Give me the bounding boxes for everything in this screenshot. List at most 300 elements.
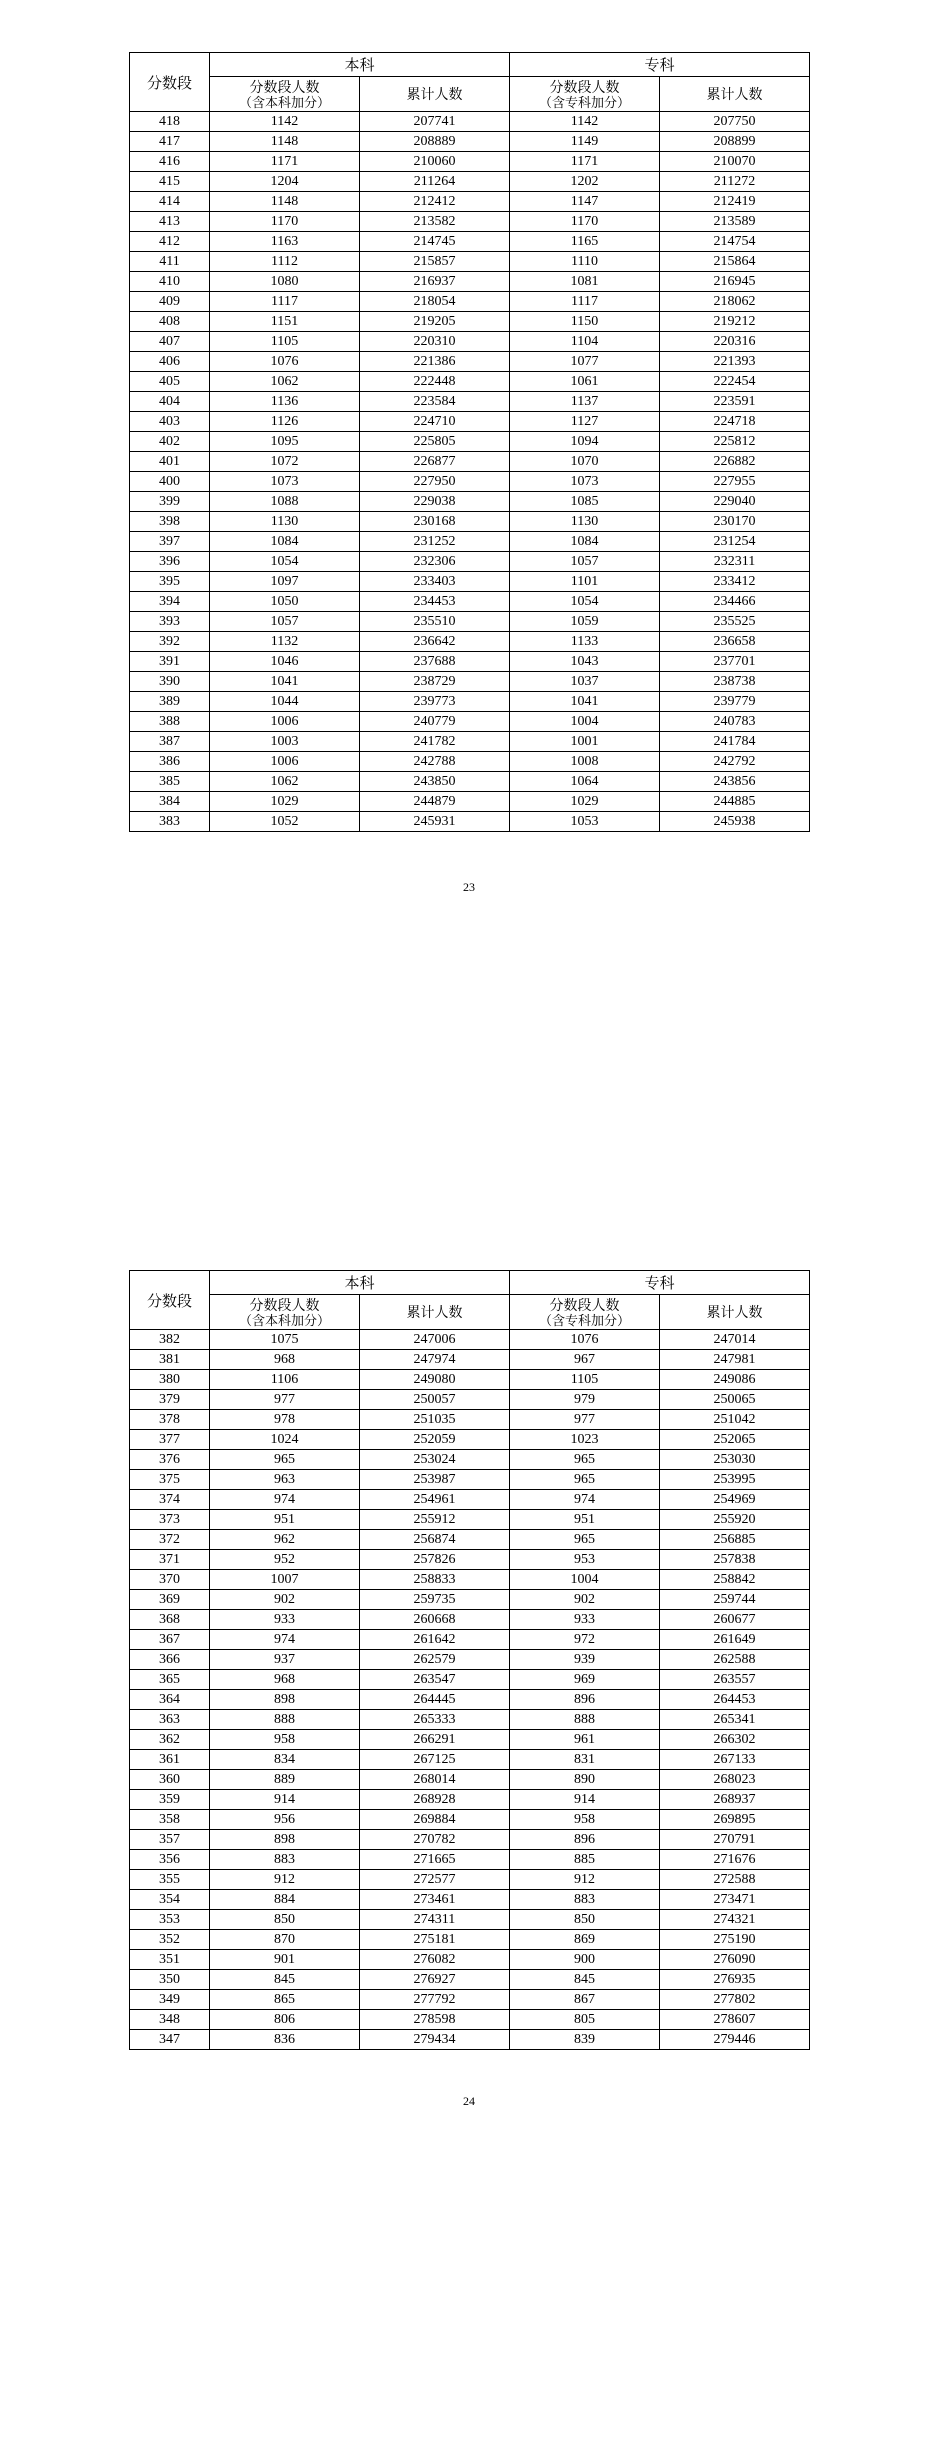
undergrad-cumulative-cell: 227950: [360, 472, 510, 492]
college-count-cell: 1064: [510, 772, 660, 792]
undergrad-cumulative-cell: 256874: [360, 1530, 510, 1550]
undergrad-cumulative-cell: 279434: [360, 2030, 510, 2050]
table-body-1: [130, 112, 810, 832]
undergrad-count-cell: 1097: [210, 572, 360, 592]
undergrad-count-cell: 834: [210, 1750, 360, 1770]
college-count-cell: 1008: [510, 752, 660, 772]
table-row: [130, 1550, 810, 1570]
college-cumulative-cell: 211272: [660, 172, 810, 192]
undergrad-count-cell: 1052: [210, 812, 360, 832]
score-table-wrapper-2: [129, 1220, 809, 2050]
college-count-cell: 883: [510, 1890, 660, 1910]
page-number-1: 23: [463, 880, 475, 894]
score-band-cell: 394: [130, 592, 210, 612]
college-count-cell: 845: [510, 1970, 660, 1990]
college-cumulative-cell: 263557: [660, 1670, 810, 1690]
score-band-cell: 374: [130, 1490, 210, 1510]
table-row: [130, 712, 810, 732]
score-band-cell: 395: [130, 572, 210, 592]
table-row: [130, 1850, 810, 1870]
undergrad-count-cell: 968: [210, 1350, 360, 1370]
header-undergrad-count: [210, 1295, 360, 1330]
undergrad-count-cell: 884: [210, 1890, 360, 1910]
table-row: [130, 372, 810, 392]
college-cumulative-cell: 220316: [660, 332, 810, 352]
undergrad-cumulative-cell: 207741: [360, 112, 510, 132]
undergrad-cumulative-cell: 245931: [360, 812, 510, 832]
college-count-cell: 972: [510, 1630, 660, 1650]
score-band-cell: 382: [130, 1330, 210, 1350]
college-count-cell: 939: [510, 1650, 660, 1670]
undergrad-cumulative-cell: 260668: [360, 1610, 510, 1630]
score-band-cell: 375: [130, 1470, 210, 1490]
undergrad-cumulative-cell: 247974: [360, 1350, 510, 1370]
college-count-cell: 831: [510, 1750, 660, 1770]
undergrad-count-cell: 1112: [210, 252, 360, 272]
undergrad-count-cell: 1062: [210, 372, 360, 392]
college-cumulative-cell: 221393: [660, 352, 810, 372]
undergrad-cumulative-cell: 212412: [360, 192, 510, 212]
college-cumulative-cell: 264453: [660, 1690, 810, 1710]
score-band-cell: 404: [130, 392, 210, 412]
undergrad-cumulative-cell: 255912: [360, 1510, 510, 1530]
college-cumulative-cell: 240783: [660, 712, 810, 732]
college-count-cell: 951: [510, 1510, 660, 1530]
score-band-cell: 384: [130, 792, 210, 812]
score-band-cell: 387: [130, 732, 210, 752]
undergrad-count-cell: 1073: [210, 472, 360, 492]
score-band-cell: 366: [130, 1650, 210, 1670]
score-band-cell: 401: [130, 452, 210, 472]
score-band-cell: 377: [130, 1430, 210, 1450]
table-row: [130, 592, 810, 612]
document-page-2: [0, 1220, 938, 2444]
score-band-cell: 411: [130, 252, 210, 272]
undergrad-count-cell: 1057: [210, 612, 360, 632]
college-cumulative-cell: 219212: [660, 312, 810, 332]
header-college-count: [510, 1295, 660, 1330]
undergrad-cumulative-cell: 223584: [360, 392, 510, 412]
score-band-cell: 361: [130, 1750, 210, 1770]
undergrad-count-cell: 836: [210, 2030, 360, 2050]
college-count-cell: 888: [510, 1710, 660, 1730]
college-cumulative-cell: 244885: [660, 792, 810, 812]
college-count-cell: 1084: [510, 532, 660, 552]
score-distribution-table-2: [129, 1270, 810, 2050]
undergrad-cumulative-cell: 225805: [360, 432, 510, 452]
table-row: [130, 1350, 810, 1370]
undergrad-count-cell: 978: [210, 1410, 360, 1430]
undergrad-count-cell: 1171: [210, 152, 360, 172]
table-row: [130, 132, 810, 152]
college-cumulative-cell: 276090: [660, 1950, 810, 1970]
college-count-cell: 839: [510, 2030, 660, 2050]
college-count-cell: 1077: [510, 352, 660, 372]
header-undergrad-cumulative: 累计人数: [360, 77, 510, 112]
college-count-cell: 1029: [510, 792, 660, 812]
header-college-count-sub: （含专科加分）: [539, 94, 631, 110]
college-count-cell: 890: [510, 1770, 660, 1790]
undergrad-count-cell: 937: [210, 1650, 360, 1670]
college-count-cell: 1165: [510, 232, 660, 252]
table-row: [130, 352, 810, 372]
college-count-cell: 896: [510, 1690, 660, 1710]
undergrad-cumulative-cell: 272577: [360, 1870, 510, 1890]
undergrad-count-cell: 1132: [210, 632, 360, 652]
score-band-cell: 359: [130, 1790, 210, 1810]
undergrad-cumulative-cell: 233403: [360, 572, 510, 592]
undergrad-count-cell: 1050: [210, 592, 360, 612]
college-count-cell: 1094: [510, 432, 660, 452]
score-band-cell: 405: [130, 372, 210, 392]
undergrad-count-cell: 1163: [210, 232, 360, 252]
document-page-1: [0, 0, 938, 1220]
score-band-cell: 365: [130, 1670, 210, 1690]
college-cumulative-cell: 233412: [660, 572, 810, 592]
college-cumulative-cell: 272588: [660, 1870, 810, 1890]
undergrad-cumulative-cell: 218054: [360, 292, 510, 312]
college-count-cell: 1171: [510, 152, 660, 172]
table-row: [130, 1490, 810, 1510]
score-band-cell: 414: [130, 192, 210, 212]
undergrad-count-cell: 1046: [210, 652, 360, 672]
undergrad-count-cell: 1084: [210, 532, 360, 552]
undergrad-cumulative-cell: 253987: [360, 1470, 510, 1490]
undergrad-cumulative-cell: 216937: [360, 272, 510, 292]
college-cumulative-cell: 224718: [660, 412, 810, 432]
score-band-cell: 376: [130, 1450, 210, 1470]
undergrad-count-cell: 883: [210, 1850, 360, 1870]
header-college-count-sub: （含专科加分）: [539, 1312, 631, 1328]
score-band-cell: 362: [130, 1730, 210, 1750]
table-row: [130, 252, 810, 272]
college-count-cell: 974: [510, 1490, 660, 1510]
undergrad-count-cell: 845: [210, 1970, 360, 1990]
table-row: [130, 432, 810, 452]
undergrad-count-cell: 912: [210, 1870, 360, 1890]
undergrad-count-cell: 974: [210, 1490, 360, 1510]
table-row: [130, 192, 810, 212]
score-band-cell: 348: [130, 2010, 210, 2030]
college-cumulative-cell: 235525: [660, 612, 810, 632]
undergrad-count-cell: 1007: [210, 1570, 360, 1590]
college-cumulative-cell: 255920: [660, 1510, 810, 1530]
table-row: [130, 1750, 810, 1770]
score-band-cell: 416: [130, 152, 210, 172]
college-count-cell: 1117: [510, 292, 660, 312]
college-count-cell: 1147: [510, 192, 660, 212]
college-cumulative-cell: 241784: [660, 732, 810, 752]
score-band-cell: 415: [130, 172, 210, 192]
undergrad-count-cell: 963: [210, 1470, 360, 1490]
college-count-cell: 1004: [510, 1570, 660, 1590]
header-undergrad-cumulative: 累计人数: [360, 1295, 510, 1330]
header-college-count-main: 分数段人数: [549, 78, 620, 95]
undergrad-cumulative-cell: 231252: [360, 532, 510, 552]
header-score-band: 分数段: [130, 53, 210, 112]
undergrad-cumulative-cell: 268014: [360, 1770, 510, 1790]
score-band-cell: 371: [130, 1550, 210, 1570]
score-band-cell: 381: [130, 1350, 210, 1370]
college-cumulative-cell: 260677: [660, 1610, 810, 1630]
table-row: [130, 2010, 810, 2030]
score-band-cell: 358: [130, 1810, 210, 1830]
undergrad-cumulative-cell: 236642: [360, 632, 510, 652]
undergrad-cumulative-cell: 263547: [360, 1670, 510, 1690]
score-band-cell: 351: [130, 1950, 210, 1970]
undergrad-count-cell: 902: [210, 1590, 360, 1610]
undergrad-cumulative-cell: 267125: [360, 1750, 510, 1770]
table-row: [130, 552, 810, 572]
college-cumulative-cell: 268937: [660, 1790, 810, 1810]
undergrad-cumulative-cell: 276927: [360, 1970, 510, 1990]
undergrad-cumulative-cell: 266291: [360, 1730, 510, 1750]
score-band-cell: 410: [130, 272, 210, 292]
score-band-cell: 354: [130, 1890, 210, 1910]
college-count-cell: 869: [510, 1930, 660, 1950]
college-count-cell: 1110: [510, 252, 660, 272]
table-row: [130, 392, 810, 412]
undergrad-cumulative-cell: 243850: [360, 772, 510, 792]
college-cumulative-cell: 223591: [660, 392, 810, 412]
college-cumulative-cell: 252065: [660, 1430, 810, 1450]
table-header-row-columns-2: [130, 1295, 810, 1330]
table-row: [130, 1690, 810, 1710]
undergrad-cumulative-cell: 244879: [360, 792, 510, 812]
college-count-cell: 900: [510, 1950, 660, 1970]
score-band-cell: 357: [130, 1830, 210, 1850]
college-cumulative-cell: 274321: [660, 1910, 810, 1930]
college-cumulative-cell: 222454: [660, 372, 810, 392]
table-row: [130, 292, 810, 312]
college-cumulative-cell: 216945: [660, 272, 810, 292]
table-row: [130, 332, 810, 352]
undergrad-cumulative-cell: 275181: [360, 1930, 510, 1950]
college-cumulative-cell: 247014: [660, 1330, 810, 1350]
college-count-cell: 805: [510, 2010, 660, 2030]
score-band-cell: 418: [130, 112, 210, 132]
undergrad-cumulative-cell: 219205: [360, 312, 510, 332]
undergrad-count-cell: 951: [210, 1510, 360, 1530]
undergrad-cumulative-cell: 274311: [360, 1910, 510, 1930]
header-college-cumulative: 累计人数: [660, 77, 810, 112]
score-band-cell: 412: [130, 232, 210, 252]
score-band-cell: 409: [130, 292, 210, 312]
undergrad-cumulative-cell: 264445: [360, 1690, 510, 1710]
undergrad-cumulative-cell: 253024: [360, 1450, 510, 1470]
undergrad-cumulative-cell: 241782: [360, 732, 510, 752]
table-row: [130, 532, 810, 552]
header-undergrad-count-main: 分数段人数: [249, 1296, 320, 1313]
college-cumulative-cell: 213589: [660, 212, 810, 232]
college-cumulative-cell: 245938: [660, 812, 810, 832]
undergrad-count-cell: 1029: [210, 792, 360, 812]
college-cumulative-cell: 237701: [660, 652, 810, 672]
college-count-cell: 1085: [510, 492, 660, 512]
table-row: [130, 1410, 810, 1430]
table-row: [130, 512, 810, 532]
score-band-cell: 349: [130, 1990, 210, 2010]
undergrad-count-cell: 850: [210, 1910, 360, 1930]
undergrad-count-cell: 933: [210, 1610, 360, 1630]
table-row: [130, 1390, 810, 1410]
college-cumulative-cell: 273471: [660, 1890, 810, 1910]
college-count-cell: 1101: [510, 572, 660, 592]
college-cumulative-cell: 258842: [660, 1570, 810, 1590]
undergrad-count-cell: 1136: [210, 392, 360, 412]
college-count-cell: 1202: [510, 172, 660, 192]
score-band-cell: 393: [130, 612, 210, 632]
score-band-cell: 364: [130, 1690, 210, 1710]
score-band-cell: 350: [130, 1970, 210, 1990]
college-count-cell: 914: [510, 1790, 660, 1810]
college-count-cell: 1142: [510, 112, 660, 132]
score-band-cell: 417: [130, 132, 210, 152]
undergrad-count-cell: 974: [210, 1630, 360, 1650]
undergrad-cumulative-cell: 265333: [360, 1710, 510, 1730]
score-band-cell: 385: [130, 772, 210, 792]
table-row: [130, 1970, 810, 1990]
undergrad-count-cell: 806: [210, 2010, 360, 2030]
college-cumulative-cell: 208899: [660, 132, 810, 152]
score-band-cell: 383: [130, 812, 210, 832]
table-row: [130, 312, 810, 332]
table-row: [130, 272, 810, 292]
score-distribution-table-1: [129, 52, 810, 832]
undergrad-cumulative-cell: 220310: [360, 332, 510, 352]
table-row: [130, 1730, 810, 1750]
undergrad-cumulative-cell: 247006: [360, 1330, 510, 1350]
score-band-cell: 398: [130, 512, 210, 532]
table-row: [130, 612, 810, 632]
undergrad-cumulative-cell: 254961: [360, 1490, 510, 1510]
table-row: [130, 1450, 810, 1470]
college-cumulative-cell: 257838: [660, 1550, 810, 1570]
header-undergrad-count-main: 分数段人数: [249, 78, 320, 95]
college-count-cell: 953: [510, 1550, 660, 1570]
undergrad-count-cell: 1062: [210, 772, 360, 792]
college-count-cell: 1081: [510, 272, 660, 292]
header-score-band: 分数段: [130, 1271, 210, 1330]
table-header-row-groups-2: [130, 1271, 810, 1295]
table-row: [130, 1950, 810, 1970]
table-row: [130, 772, 810, 792]
undergrad-count-cell: 901: [210, 1950, 360, 1970]
college-cumulative-cell: 242792: [660, 752, 810, 772]
college-cumulative-cell: 238738: [660, 672, 810, 692]
undergrad-cumulative-cell: 252059: [360, 1430, 510, 1450]
college-cumulative-cell: 265341: [660, 1710, 810, 1730]
table-row: [130, 1830, 810, 1850]
undergrad-count-cell: 958: [210, 1730, 360, 1750]
college-cumulative-cell: 214754: [660, 232, 810, 252]
college-cumulative-cell: 278607: [660, 2010, 810, 2030]
undergrad-cumulative-cell: 237688: [360, 652, 510, 672]
table-header-row-columns-1: [130, 77, 810, 112]
table-row: [130, 152, 810, 172]
college-count-cell: 1073: [510, 472, 660, 492]
undergrad-cumulative-cell: 210060: [360, 152, 510, 172]
score-band-cell: 390: [130, 672, 210, 692]
undergrad-count-cell: 1117: [210, 292, 360, 312]
table-row: [130, 452, 810, 472]
table-row: [130, 412, 810, 432]
college-cumulative-cell: 249086: [660, 1370, 810, 1390]
undergrad-count-cell: 889: [210, 1770, 360, 1790]
table-header-row-groups-1: [130, 53, 810, 77]
table-row: [130, 1770, 810, 1790]
score-band-cell: 408: [130, 312, 210, 332]
college-count-cell: 1133: [510, 632, 660, 652]
table-row: [130, 1670, 810, 1690]
undergrad-count-cell: 1075: [210, 1330, 360, 1350]
score-band-cell: 378: [130, 1410, 210, 1430]
table-row: [130, 232, 810, 252]
undergrad-cumulative-cell: 249080: [360, 1370, 510, 1390]
college-count-cell: 1104: [510, 332, 660, 352]
table-row: [130, 212, 810, 232]
college-count-cell: 1061: [510, 372, 660, 392]
college-cumulative-cell: 253030: [660, 1450, 810, 1470]
table-row: [130, 2030, 810, 2050]
table-row: [130, 1790, 810, 1810]
table-row: [130, 1890, 810, 1910]
score-band-cell: 379: [130, 1390, 210, 1410]
college-count-cell: 979: [510, 1390, 660, 1410]
header-group-junior-college: 专科: [510, 53, 810, 77]
table-row: [130, 1530, 810, 1550]
table-row: [130, 492, 810, 512]
college-count-cell: 1059: [510, 612, 660, 632]
college-cumulative-cell: 259744: [660, 1590, 810, 1610]
undergrad-count-cell: 1126: [210, 412, 360, 432]
college-cumulative-cell: 254969: [660, 1490, 810, 1510]
college-count-cell: 1004: [510, 712, 660, 732]
undergrad-count-cell: 1130: [210, 512, 360, 532]
college-cumulative-cell: 275190: [660, 1930, 810, 1950]
undergrad-cumulative-cell: 273461: [360, 1890, 510, 1910]
undergrad-count-cell: 1088: [210, 492, 360, 512]
undergrad-count-cell: 1003: [210, 732, 360, 752]
score-band-cell: 406: [130, 352, 210, 372]
college-count-cell: 977: [510, 1410, 660, 1430]
undergrad-cumulative-cell: 262579: [360, 1650, 510, 1670]
college-count-cell: 912: [510, 1870, 660, 1890]
table-row: [130, 752, 810, 772]
college-cumulative-cell: 227955: [660, 472, 810, 492]
header-undergrad-count-sub: （含本科加分）: [238, 94, 330, 110]
undergrad-count-cell: 952: [210, 1550, 360, 1570]
table-row: [130, 632, 810, 652]
college-cumulative-cell: 210070: [660, 152, 810, 172]
table-header-1: [130, 53, 810, 112]
table-row: [130, 1910, 810, 1930]
score-band-cell: 347: [130, 2030, 210, 2050]
college-cumulative-cell: 247981: [660, 1350, 810, 1370]
score-band-cell: 402: [130, 432, 210, 452]
undergrad-count-cell: 1170: [210, 212, 360, 232]
undergrad-count-cell: 1041: [210, 672, 360, 692]
score-band-cell: 368: [130, 1610, 210, 1630]
college-count-cell: 1076: [510, 1330, 660, 1350]
college-count-cell: 967: [510, 1350, 660, 1370]
undergrad-cumulative-cell: 208889: [360, 132, 510, 152]
undergrad-cumulative-cell: 222448: [360, 372, 510, 392]
undergrad-count-cell: 1151: [210, 312, 360, 332]
undergrad-cumulative-cell: 270782: [360, 1830, 510, 1850]
score-band-cell: 352: [130, 1930, 210, 1950]
college-cumulative-cell: 215864: [660, 252, 810, 272]
